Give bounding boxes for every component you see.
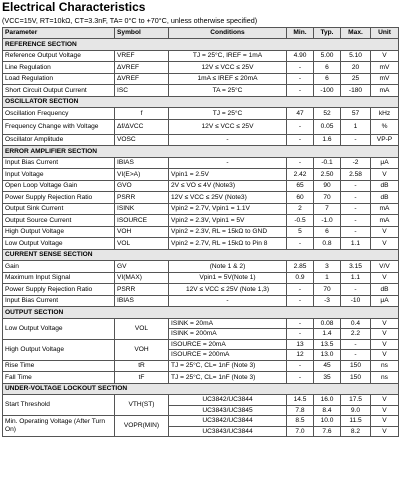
section-title: OUTPUT SECTION xyxy=(3,307,399,319)
conditions-cell: 2V ≤ VO ≤ 4V (Note3) xyxy=(169,180,287,192)
table-row xyxy=(3,180,399,192)
table-row xyxy=(3,203,399,215)
unit-cell: V xyxy=(371,395,399,406)
typ-cell: 13.0 xyxy=(314,350,341,361)
conditions-cell: ISOURCE = 20mA xyxy=(169,339,287,350)
typ-cell: 5.00 xyxy=(314,50,341,62)
max-cell: 57 xyxy=(341,108,371,120)
symbol-cell: VTH(ST) xyxy=(115,395,169,416)
conditions-cell: 12V ≤ VCC ≤ 25V xyxy=(169,119,287,134)
unit-cell: mA xyxy=(371,215,399,227)
max-cell: - xyxy=(341,284,371,296)
conditions-cell: UC3843/UC3844 xyxy=(169,426,287,437)
conditions-cell: - xyxy=(169,157,287,169)
conditions-cell: Vpin2 = 2.7V, Vpin1 = 1.1V xyxy=(169,203,287,215)
parameter-cell: Input Voltage xyxy=(3,169,115,181)
parameter-cell: Start Threshold xyxy=(3,395,115,416)
section-header xyxy=(3,39,399,51)
conditions-cell: 12V ≤ VCC ≤ 25V (Note3) xyxy=(169,192,287,204)
min-cell: - xyxy=(287,318,314,329)
parameter-cell: Power Supply Rejection Ratio xyxy=(3,284,115,296)
max-cell: - xyxy=(341,350,371,361)
unit-cell: ns xyxy=(371,360,399,372)
parameter-cell: Short Circuit Output Current xyxy=(3,85,115,97)
section-title: OSCILLATOR SECTION xyxy=(3,96,399,108)
min-cell: 2.42 xyxy=(287,169,314,181)
symbol-cell: ISC xyxy=(115,85,169,97)
symbol-cell: IBIAS xyxy=(115,295,169,307)
symbol-cell: PSRR xyxy=(115,192,169,204)
unit-cell: V xyxy=(371,416,399,427)
test-conditions-note: (VCC=15V, RT=10kΩ, CT=3.3nF, TA= 0°C to +70°C, unless otherwise specified) xyxy=(2,16,258,25)
unit-cell: V xyxy=(371,272,399,284)
symbol-cell: f xyxy=(115,108,169,120)
symbol-cell: tF xyxy=(115,372,169,384)
unit-cell: V xyxy=(371,426,399,437)
typ-cell: 8.4 xyxy=(314,405,341,416)
header-conditions: Conditions xyxy=(169,28,287,39)
table-row xyxy=(3,284,399,296)
max-cell: 2.58 xyxy=(341,169,371,181)
symbol-cell: ΔVREF xyxy=(115,73,169,85)
max-cell: 1 xyxy=(341,119,371,134)
table-row xyxy=(3,339,399,350)
header-unit: Unit xyxy=(371,28,399,39)
max-cell: - xyxy=(341,134,371,146)
header-min: Min. xyxy=(287,28,314,39)
header-parameter: Parameter xyxy=(3,28,115,39)
unit-cell: V/V xyxy=(371,261,399,273)
parameter-cell: Output Source Current xyxy=(3,215,115,227)
unit-cell: V xyxy=(371,339,399,350)
min-cell: 13 xyxy=(287,339,314,350)
parameter-cell: Power Supply Rejection Ratio xyxy=(3,192,115,204)
unit-cell: mV xyxy=(371,73,399,85)
typ-cell: -3 xyxy=(314,295,341,307)
header-typ: Typ. xyxy=(314,28,341,39)
typ-cell: 1 xyxy=(314,272,341,284)
table-row xyxy=(3,192,399,204)
table-row xyxy=(3,261,399,273)
conditions-cell: UC3842/UC3844 xyxy=(169,395,287,406)
table-row xyxy=(3,169,399,181)
typ-cell: 0.08 xyxy=(314,318,341,329)
symbol-cell: ΔVREF xyxy=(115,62,169,74)
min-cell: - xyxy=(287,134,314,146)
parameter-cell: Input Bias Current xyxy=(3,295,115,307)
max-cell: -180 xyxy=(341,85,371,97)
min-cell: - xyxy=(287,85,314,97)
min-cell: - xyxy=(287,119,314,134)
conditions-cell: (Note 1 & 2) xyxy=(169,261,287,273)
header-max: Max. xyxy=(341,28,371,39)
conditions-cell: Vpin1 = 2.5V xyxy=(169,169,287,181)
unit-cell: mA xyxy=(371,203,399,215)
conditions-cell: TA = 25°C xyxy=(169,85,287,97)
table-row xyxy=(3,416,399,427)
typ-cell: 35 xyxy=(314,372,341,384)
table-row xyxy=(3,272,399,284)
min-cell: -0.5 xyxy=(287,215,314,227)
parameter-cell: High Output Voltage xyxy=(3,226,115,238)
max-cell: 1.1 xyxy=(341,272,371,284)
unit-cell: mV xyxy=(371,62,399,74)
max-cell: - xyxy=(341,226,371,238)
conditions-cell: 12V ≤ VCC ≤ 25V (Note 1,3) xyxy=(169,284,287,296)
max-cell: -2 xyxy=(341,157,371,169)
conditions-cell: ISINK = 200mA xyxy=(169,329,287,340)
section-title: CURRENT SENSE SECTION xyxy=(3,249,399,261)
typ-cell: 90 xyxy=(314,180,341,192)
conditions-cell: 1mA ≤ IREF ≤ 20mA xyxy=(169,73,287,85)
typ-cell: 6 xyxy=(314,226,341,238)
max-cell: 17.5 xyxy=(341,395,371,406)
min-cell: 60 xyxy=(287,192,314,204)
min-cell: 8.5 xyxy=(287,416,314,427)
parameter-cell: Load Regulation xyxy=(3,73,115,85)
min-cell: 7.0 xyxy=(287,426,314,437)
max-cell: 11.5 xyxy=(341,416,371,427)
typ-cell: 70 xyxy=(314,284,341,296)
symbol-cell: VI(MAX) xyxy=(115,272,169,284)
parameter-cell: Fall Time xyxy=(3,372,115,384)
table-row xyxy=(3,215,399,227)
parameter-cell: Gain xyxy=(3,261,115,273)
typ-cell: 10.0 xyxy=(314,416,341,427)
symbol-cell: VI(E>A) xyxy=(115,169,169,181)
min-cell: - xyxy=(287,284,314,296)
typ-cell: 1.4 xyxy=(314,329,341,340)
symbol-cell: ISINK xyxy=(115,203,169,215)
min-cell: - xyxy=(287,329,314,340)
unit-cell: V xyxy=(371,50,399,62)
min-cell: - xyxy=(287,73,314,85)
parameter-cell: Low Output Voltage xyxy=(3,238,115,250)
max-cell: 0.4 xyxy=(341,318,371,329)
min-cell: - xyxy=(287,157,314,169)
parameter-cell: Output Sink Current xyxy=(3,203,115,215)
min-cell: 14.5 xyxy=(287,395,314,406)
electrical-characteristics-table xyxy=(2,27,399,437)
unit-cell: V xyxy=(371,329,399,340)
conditions-cell: UC3843/UC3845 xyxy=(169,405,287,416)
unit-cell: dB xyxy=(371,180,399,192)
typ-cell: 7 xyxy=(314,203,341,215)
min-cell: - xyxy=(287,295,314,307)
symbol-cell: VOL xyxy=(115,238,169,250)
conditions-cell: UC3842/UC3844 xyxy=(169,416,287,427)
typ-cell: 45 xyxy=(314,360,341,372)
parameter-cell: High Output Voltage xyxy=(3,339,115,360)
min-cell: 7.8 xyxy=(287,405,314,416)
parameter-cell: Frequency Change with Voltage xyxy=(3,119,115,134)
symbol-cell: ISOURCE xyxy=(115,215,169,227)
parameter-cell: Line Regulation xyxy=(3,62,115,74)
min-cell: - xyxy=(287,62,314,74)
parameter-cell: Reference Output Voltage xyxy=(3,50,115,62)
typ-cell: 16.0 xyxy=(314,395,341,406)
table-row xyxy=(3,226,399,238)
min-cell: 4.90 xyxy=(287,50,314,62)
symbol-cell: PSRR xyxy=(115,284,169,296)
typ-cell: 3 xyxy=(314,261,341,273)
unit-cell: V xyxy=(371,405,399,416)
max-cell: - xyxy=(341,339,371,350)
max-cell: - xyxy=(341,180,371,192)
symbol-cell: tR xyxy=(115,360,169,372)
symbol-cell: VOH xyxy=(115,226,169,238)
min-cell: 12 xyxy=(287,350,314,361)
unit-cell: ns xyxy=(371,372,399,384)
symbol-cell: VREF xyxy=(115,50,169,62)
max-cell: 150 xyxy=(341,360,371,372)
typ-cell: 0.8 xyxy=(314,238,341,250)
parameter-cell: Low Output Voltage xyxy=(3,318,115,339)
table-row xyxy=(3,295,399,307)
unit-cell: mA xyxy=(371,85,399,97)
table-row xyxy=(3,157,399,169)
section-header xyxy=(3,146,399,158)
section-header xyxy=(3,96,399,108)
max-cell: 3.15 xyxy=(341,261,371,273)
min-cell: 5 xyxy=(287,226,314,238)
max-cell: 1.1 xyxy=(341,238,371,250)
typ-cell: 70 xyxy=(314,192,341,204)
min-cell: - xyxy=(287,238,314,250)
max-cell: 5.10 xyxy=(341,50,371,62)
section-title: ERROR AMPLIFIER SECTION xyxy=(3,146,399,158)
section-header xyxy=(3,307,399,319)
unit-cell: V xyxy=(371,238,399,250)
symbol-cell: GVO xyxy=(115,180,169,192)
parameter-cell: Open Loop Voltage Gain xyxy=(3,180,115,192)
conditions-cell: Vpin2 = 2.7V, RL = 15kΩ to Pin 8 xyxy=(169,238,287,250)
table-row xyxy=(3,119,399,134)
table-row xyxy=(3,318,399,329)
conditions-cell: Vpin1 = 5V(Note 1) xyxy=(169,272,287,284)
symbol-cell: VOH xyxy=(115,339,169,360)
parameter-cell: Oscillation Frequency xyxy=(3,108,115,120)
typ-cell: 52 xyxy=(314,108,341,120)
unit-cell: V xyxy=(371,226,399,238)
typ-cell: 6 xyxy=(314,62,341,74)
unit-cell: μA xyxy=(371,295,399,307)
min-cell: 0.9 xyxy=(287,272,314,284)
unit-cell: % xyxy=(371,119,399,134)
parameter-cell: Min. Operating Voltage (After Turn On) xyxy=(3,416,115,437)
header-row xyxy=(3,28,399,39)
unit-cell: V xyxy=(371,350,399,361)
conditions-cell: - xyxy=(169,134,287,146)
typ-cell: -1.0 xyxy=(314,215,341,227)
conditions-cell: Vpin2 = 2.3V, Vpin1 = 5V xyxy=(169,215,287,227)
unit-cell: μA xyxy=(371,157,399,169)
max-cell: 20 xyxy=(341,62,371,74)
min-cell: 2.85 xyxy=(287,261,314,273)
typ-cell: 0.05 xyxy=(314,119,341,134)
max-cell: - xyxy=(341,215,371,227)
max-cell: 8.2 xyxy=(341,426,371,437)
max-cell: 9.0 xyxy=(341,405,371,416)
max-cell: 150 xyxy=(341,372,371,384)
table-row xyxy=(3,108,399,120)
parameter-cell: Oscillator Amplitude xyxy=(3,134,115,146)
table-row xyxy=(3,85,399,97)
section-title: REFERENCE SECTION xyxy=(3,39,399,51)
conditions-cell: Vpin2 = 2.3V, RL = 15kΩ to GND xyxy=(169,226,287,238)
conditions-cell: - xyxy=(169,295,287,307)
min-cell: - xyxy=(287,360,314,372)
max-cell: - xyxy=(341,203,371,215)
table-row xyxy=(3,395,399,406)
table-row xyxy=(3,134,399,146)
table-row xyxy=(3,62,399,74)
conditions-cell: TJ = 25°C, CL= 1nF (Note 3) xyxy=(169,372,287,384)
max-cell: 2.2 xyxy=(341,329,371,340)
header-symbol: Symbol xyxy=(115,28,169,39)
max-cell: -10 xyxy=(341,295,371,307)
symbol-cell: VOL xyxy=(115,318,169,339)
conditions-cell: TJ = 25°C, IREF = 1mA xyxy=(169,50,287,62)
typ-cell: -0.1 xyxy=(314,157,341,169)
typ-cell: 7.6 xyxy=(314,426,341,437)
section-header xyxy=(3,383,399,395)
table-row xyxy=(3,73,399,85)
unit-cell: V xyxy=(371,318,399,329)
table-row xyxy=(3,360,399,372)
min-cell: 65 xyxy=(287,180,314,192)
symbol-cell: VOSC xyxy=(115,134,169,146)
conditions-cell: 12V ≤ VCC ≤ 25V xyxy=(169,62,287,74)
max-cell: - xyxy=(341,192,371,204)
typ-cell: 1.6 xyxy=(314,134,341,146)
parameter-cell: Input Bias Current xyxy=(3,157,115,169)
table-row xyxy=(3,50,399,62)
table-row xyxy=(3,238,399,250)
conditions-cell: TJ = 25°C xyxy=(169,108,287,120)
section-title: UNDER-VOLTAGE LOCKOUT SECTION xyxy=(3,383,399,395)
conditions-cell: ISOURCE = 200mA xyxy=(169,350,287,361)
max-cell: 25 xyxy=(341,73,371,85)
symbol-cell: GV xyxy=(115,261,169,273)
conditions-cell: TJ = 25°C, CL= 1nF (Note 3) xyxy=(169,360,287,372)
section-header xyxy=(3,249,399,261)
min-cell: - xyxy=(287,372,314,384)
parameter-cell: Rise Time xyxy=(3,360,115,372)
parameter-cell: Maximum Input Signal xyxy=(3,272,115,284)
min-cell: 47 xyxy=(287,108,314,120)
typ-cell: 2.50 xyxy=(314,169,341,181)
typ-cell: -100 xyxy=(314,85,341,97)
conditions-cell: ISINK = 20mA xyxy=(169,318,287,329)
typ-cell: 6 xyxy=(314,73,341,85)
symbol-cell: IBIAS xyxy=(115,157,169,169)
unit-cell: kHz xyxy=(371,108,399,120)
table-row xyxy=(3,372,399,384)
symbol-cell: VOPR(MIN) xyxy=(115,416,169,437)
unit-cell: dB xyxy=(371,284,399,296)
unit-cell: V xyxy=(371,169,399,181)
typ-cell: 13.5 xyxy=(314,339,341,350)
page-title: Electrical Characteristics xyxy=(2,0,146,14)
symbol-cell: Δf/ΔVCC xyxy=(115,119,169,134)
unit-cell: dB xyxy=(371,192,399,204)
min-cell: 2 xyxy=(287,203,314,215)
unit-cell: VP-P xyxy=(371,134,399,146)
